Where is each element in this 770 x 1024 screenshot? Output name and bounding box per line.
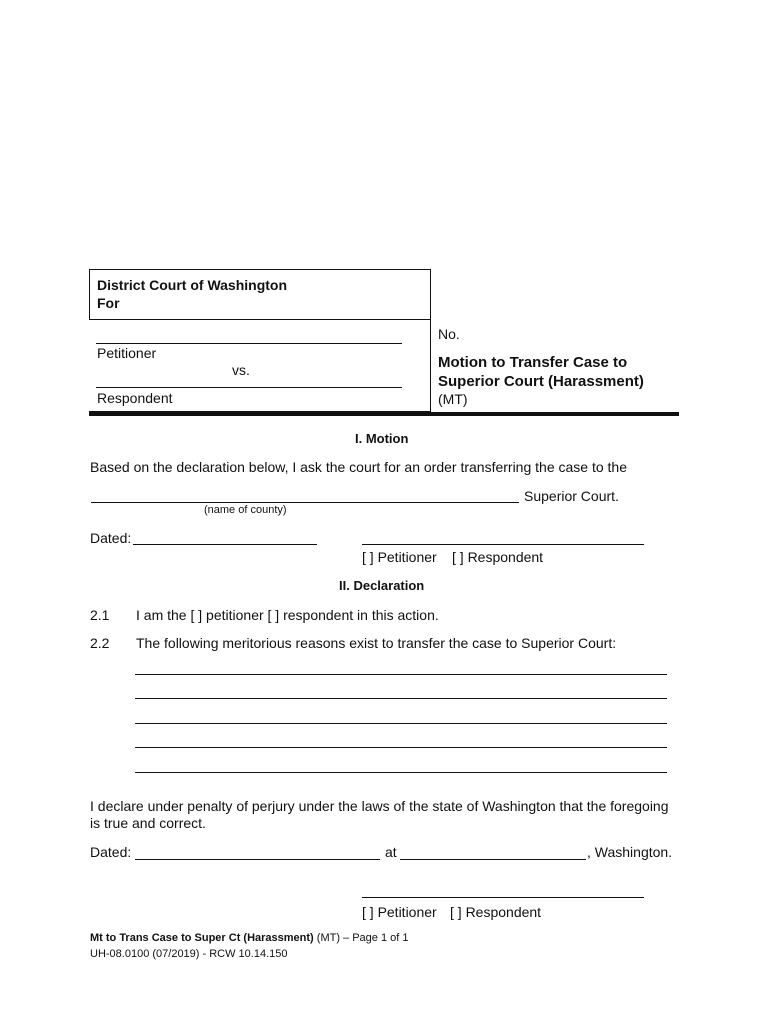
versus-label: vs. — [232, 362, 250, 378]
declaration-petitioner-checkbox[interactable] — [362, 904, 437, 920]
footer-form-number: UH-08.0100 (07/2019) - RCW 10.14.150 — [90, 948, 288, 960]
declaration-at-label: at — [385, 844, 397, 860]
item-2-1-number: 2.1 — [90, 607, 110, 623]
item-2-1-suffix: respondent in this action. — [283, 607, 439, 623]
checkbox-label: Respondent — [465, 904, 542, 920]
motion-respondent-checkbox[interactable] — [452, 549, 543, 565]
form-title-line2: Superior Court (Harassment) — [438, 373, 644, 390]
item-2-2-number: 2.2 — [90, 635, 110, 651]
reason-line-2[interactable] — [135, 680, 667, 699]
form-code: (MT) — [438, 391, 468, 407]
petitioner-label: Petitioner — [97, 345, 157, 361]
item-2-1-respondent-checkbox[interactable]: [ ] — [267, 607, 280, 623]
section-motion-heading: I. Motion — [355, 431, 409, 446]
motion-signature-field[interactable] — [362, 526, 644, 545]
checkbox-label: Petitioner — [377, 904, 437, 920]
checkbox-mark: [ ] — [450, 904, 462, 920]
motion-petitioner-checkbox[interactable] — [362, 549, 437, 565]
footer-title-page: (MT) – Page 1 of 1 — [313, 932, 409, 944]
motion-dated-label: Dated: — [90, 530, 132, 546]
section-declaration-heading: II. Declaration — [339, 578, 425, 593]
reason-line-4[interactable] — [135, 729, 667, 748]
checkbox-label: Respondent — [467, 549, 544, 565]
item-2-1-petitioner-checkbox[interactable]: [ ] — [190, 607, 203, 623]
county-hint: (name of county) — [204, 504, 287, 516]
item-2-1-petitioner-label: petitioner — [206, 607, 264, 623]
item-2-2-text: The following meritorious reasons exist to transfer the case to Superior Court: — [136, 635, 617, 651]
petitioner-name-field[interactable] — [96, 325, 402, 344]
declaration-dated-label: Dated: — [90, 844, 132, 860]
declaration-date-field[interactable] — [135, 841, 380, 860]
checkbox-mark: [ ] — [362, 549, 374, 565]
superior-court-label: Superior Court. — [524, 488, 619, 504]
declaration-city-field[interactable] — [400, 841, 586, 860]
checkbox-mark: [ ] — [452, 549, 464, 565]
reason-line-1[interactable] — [135, 656, 667, 675]
respondent-name-field[interactable] — [96, 369, 402, 388]
declaration-respondent-checkbox[interactable] — [450, 904, 541, 920]
motion-request-text: Based on the declaration below, I ask the court for an order transferring the case to the — [90, 459, 627, 475]
perjury-statement-line1: I declare under penalty of perjury under the laws of the state of Washington that the foregoing — [90, 798, 669, 814]
respondent-label: Respondent — [97, 390, 173, 406]
checkbox-label: Petitioner — [377, 549, 437, 565]
reason-line-3[interactable] — [135, 705, 667, 724]
court-for-label: For — [97, 295, 120, 311]
caption-divider-vertical — [430, 269, 431, 412]
form-title-line1: Motion to Transfer Case to — [438, 354, 628, 371]
case-number-field[interactable] — [462, 324, 672, 343]
reason-line-5[interactable] — [135, 754, 667, 773]
item-2-1-prefix: I am the — [136, 607, 187, 623]
footer-title-bold: Mt to Trans Case to Super Ct (Harassment) — [90, 932, 314, 944]
declaration-washington-label: , Washington. — [587, 844, 673, 860]
case-number-label: No. — [438, 326, 460, 342]
declaration-signature-field[interactable] — [362, 879, 644, 898]
item-2-1-text — [136, 607, 439, 623]
checkbox-mark: [ ] — [362, 904, 374, 920]
motion-date-field[interactable] — [133, 526, 317, 545]
caption-bottom-rule — [89, 412, 679, 416]
court-name: District Court of Washington — [97, 277, 288, 293]
footer-form-title — [90, 932, 408, 944]
county-name-field[interactable] — [91, 484, 519, 503]
perjury-statement-line2: is true and correct. — [90, 815, 206, 831]
